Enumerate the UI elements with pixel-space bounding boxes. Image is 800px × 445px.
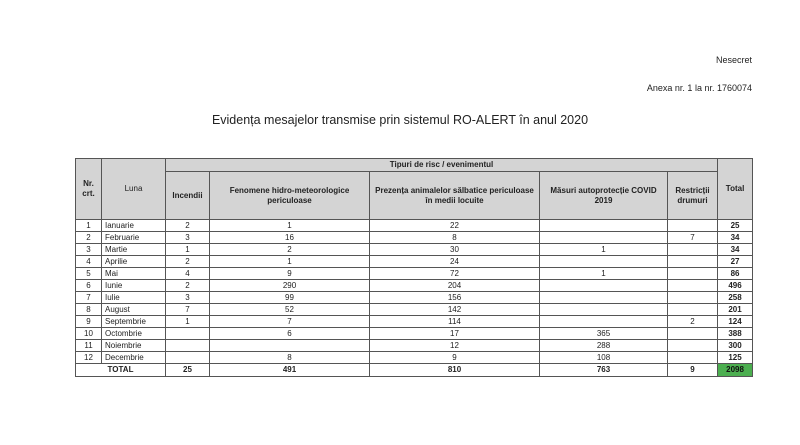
- table-row: [76, 268, 753, 280]
- cell-covid: [540, 256, 668, 268]
- cell-restrictii: 7: [668, 232, 718, 244]
- cell-animale: 12: [370, 340, 540, 352]
- cell-covid: 365: [540, 328, 668, 340]
- document-title: Evidența mesajelor transmise prin sistemul RO-ALERT în anul 2020: [211, 113, 589, 127]
- cell-nr: 9: [76, 316, 102, 328]
- cell-hidro: 7: [210, 316, 370, 328]
- cell-total: 86: [718, 268, 753, 280]
- cell-animale: 204: [370, 280, 540, 292]
- table-row: [76, 340, 753, 352]
- cell-restrictii: [668, 340, 718, 352]
- cell-covid: [540, 304, 668, 316]
- cell-luna: Iunie: [102, 280, 166, 292]
- cell-animale: 8: [370, 232, 540, 244]
- cell-animale: 9: [370, 352, 540, 364]
- cell-total: 124: [718, 316, 753, 328]
- cell-hidro: 1: [210, 256, 370, 268]
- cell-restrictii: [668, 268, 718, 280]
- cell-luna: August: [102, 304, 166, 316]
- cell-hidro: 16: [210, 232, 370, 244]
- cell-incendii: [166, 340, 210, 352]
- totals-row: [76, 364, 753, 377]
- cell-nr: 4: [76, 256, 102, 268]
- table-row: [76, 280, 753, 292]
- cell-nr: 10: [76, 328, 102, 340]
- cell-animale: 24: [370, 256, 540, 268]
- totals-restrictii: 9: [668, 364, 718, 377]
- table-row: [76, 316, 753, 328]
- cell-animale: 114: [370, 316, 540, 328]
- cell-nr: 3: [76, 244, 102, 256]
- cell-restrictii: [668, 352, 718, 364]
- cell-total: 34: [718, 232, 753, 244]
- cell-restrictii: [668, 256, 718, 268]
- cell-covid: [540, 220, 668, 232]
- cell-incendii: 3: [166, 232, 210, 244]
- cell-total: 388: [718, 328, 753, 340]
- cell-nr: 7: [76, 292, 102, 304]
- cell-animale: 142: [370, 304, 540, 316]
- cell-luna: Martie: [102, 244, 166, 256]
- cell-luna: Aprilie: [102, 256, 166, 268]
- cell-luna: Iulie: [102, 292, 166, 304]
- classification-label: Nesecret: [715, 55, 752, 65]
- cell-covid: 1: [540, 244, 668, 256]
- totals-covid: 763: [540, 364, 668, 377]
- cell-nr: 6: [76, 280, 102, 292]
- table-row: [76, 352, 753, 364]
- cell-restrictii: [668, 304, 718, 316]
- cell-total: 496: [718, 280, 753, 292]
- cell-restrictii: [668, 280, 718, 292]
- cell-luna: Ianuarie: [102, 220, 166, 232]
- cell-restrictii: [668, 292, 718, 304]
- table-row: [76, 232, 753, 244]
- totals-label: TOTAL: [76, 364, 166, 377]
- header-covid: Măsuri autoprotecție COVID 2019: [540, 172, 668, 220]
- table-row: [76, 220, 753, 232]
- cell-animale: 22: [370, 220, 540, 232]
- cell-incendii: 3: [166, 292, 210, 304]
- cell-luna: Decembrie: [102, 352, 166, 364]
- ro-alert-table: [75, 158, 753, 377]
- cell-hidro: 1: [210, 220, 370, 232]
- header-restrictii: Restricții drumuri: [668, 172, 718, 220]
- cell-hidro: 9: [210, 268, 370, 280]
- cell-incendii: 1: [166, 244, 210, 256]
- grand-total: 2098: [718, 364, 753, 377]
- cell-covid: [540, 280, 668, 292]
- cell-restrictii: [668, 220, 718, 232]
- cell-incendii: [166, 352, 210, 364]
- cell-hidro: 99: [210, 292, 370, 304]
- cell-luna: Mai: [102, 268, 166, 280]
- cell-total: 27: [718, 256, 753, 268]
- cell-covid: [540, 316, 668, 328]
- cell-hidro: [210, 340, 370, 352]
- table-row: [76, 244, 753, 256]
- totals-incendii: 25: [166, 364, 210, 377]
- cell-total: 34: [718, 244, 753, 256]
- cell-hidro: 290: [210, 280, 370, 292]
- header-hidro: Fenomene hidro-meteorologice periculoase: [210, 172, 370, 220]
- cell-animale: 17: [370, 328, 540, 340]
- cell-incendii: 1: [166, 316, 210, 328]
- cell-total: 201: [718, 304, 753, 316]
- cell-hidro: 2: [210, 244, 370, 256]
- cell-nr: 8: [76, 304, 102, 316]
- cell-total: 258: [718, 292, 753, 304]
- cell-nr: 12: [76, 352, 102, 364]
- cell-incendii: 2: [166, 280, 210, 292]
- cell-covid: 108: [540, 352, 668, 364]
- cell-luna: Octombrie: [102, 328, 166, 340]
- cell-total: 125: [718, 352, 753, 364]
- cell-total: 25: [718, 220, 753, 232]
- table-row: [76, 256, 753, 268]
- cell-covid: [540, 292, 668, 304]
- cell-animale: 72: [370, 268, 540, 280]
- cell-incendii: 7: [166, 304, 210, 316]
- cell-animale: 30: [370, 244, 540, 256]
- cell-nr: 5: [76, 268, 102, 280]
- table-row: [76, 328, 753, 340]
- header-luna: Luna: [102, 159, 166, 220]
- annex-reference: Anexa nr. 1 la nr. 1760074: [646, 83, 752, 93]
- cell-incendii: 2: [166, 256, 210, 268]
- cell-incendii: 4: [166, 268, 210, 280]
- cell-nr: 11: [76, 340, 102, 352]
- header-nr: Nr. crt.: [76, 159, 102, 220]
- cell-hidro: 6: [210, 328, 370, 340]
- table-row: [76, 304, 753, 316]
- table-row: [76, 292, 753, 304]
- totals-hidro: 491: [210, 364, 370, 377]
- cell-total: 300: [718, 340, 753, 352]
- cell-covid: 288: [540, 340, 668, 352]
- cell-restrictii: [668, 328, 718, 340]
- header-total: Total: [718, 159, 753, 220]
- cell-covid: [540, 232, 668, 244]
- cell-luna: Noiembrie: [102, 340, 166, 352]
- cell-nr: 2: [76, 232, 102, 244]
- cell-incendii: 2: [166, 220, 210, 232]
- cell-nr: 1: [76, 220, 102, 232]
- cell-animale: 156: [370, 292, 540, 304]
- cell-luna: Septembrie: [102, 316, 166, 328]
- cell-restrictii: 2: [668, 316, 718, 328]
- totals-animale: 810: [370, 364, 540, 377]
- cell-incendii: [166, 328, 210, 340]
- header-risk-types: Tipuri de risc / evenimentul: [166, 159, 718, 172]
- header-incendii: Incendii: [166, 172, 210, 220]
- cell-hidro: 8: [210, 352, 370, 364]
- cell-covid: 1: [540, 268, 668, 280]
- cell-restrictii: [668, 244, 718, 256]
- cell-luna: Februarie: [102, 232, 166, 244]
- header-animale: Prezența animalelor sălbatice periculoase în medii locuite: [370, 172, 540, 220]
- cell-hidro: 52: [210, 304, 370, 316]
